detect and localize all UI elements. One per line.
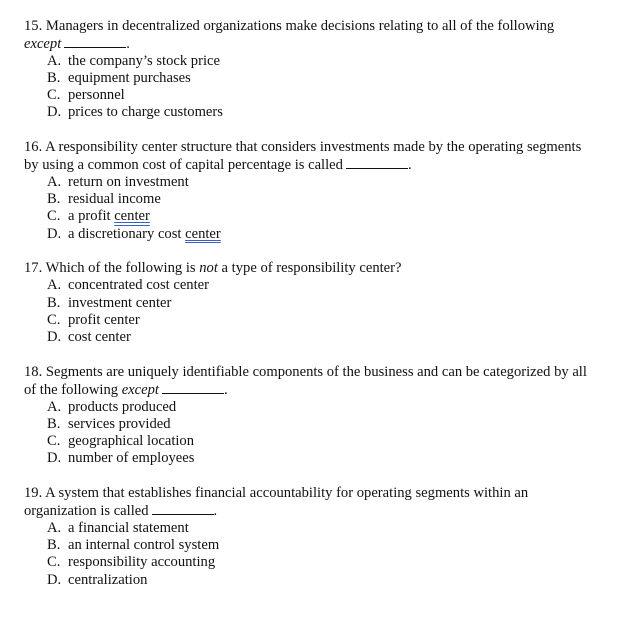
option-text: investment center xyxy=(68,294,172,311)
option-letter: A. xyxy=(47,173,62,190)
flagged-word[interactable]: center xyxy=(185,225,221,242)
option-letter: C. xyxy=(47,87,61,104)
period: . xyxy=(223,382,228,399)
option-letter: D. xyxy=(47,450,62,467)
answer-blank xyxy=(152,502,214,515)
option-text: geographical location xyxy=(68,433,195,450)
option-a xyxy=(24,53,624,70)
option-d xyxy=(24,572,624,589)
question-text-part: 17. Which of the following is xyxy=(24,260,200,277)
option-text: prices to charge customers xyxy=(68,104,223,121)
option-letter: A. xyxy=(47,519,62,536)
question-text xyxy=(24,260,624,277)
option-a xyxy=(24,520,624,537)
option-letter: D. xyxy=(47,329,62,346)
question-text-part: of the following xyxy=(24,382,122,399)
flagged-word[interactable]: center xyxy=(114,208,150,225)
option-c xyxy=(24,87,624,104)
option-c xyxy=(24,312,624,329)
option-letter: D. xyxy=(47,571,62,588)
option-text: responsibility accounting xyxy=(68,554,216,571)
emphasis-except: except xyxy=(121,382,159,399)
option-d xyxy=(24,450,624,467)
question-text-cont xyxy=(24,35,624,52)
option-d xyxy=(24,104,624,121)
option-text: a discretionary cost xyxy=(68,225,186,242)
period: . xyxy=(126,36,130,53)
question-text: 16. A responsibility center structure that considers investments made by the operating segments xyxy=(24,139,582,156)
period: . xyxy=(213,503,218,520)
option-d xyxy=(24,329,624,346)
question-15 xyxy=(24,18,624,122)
question-text: 18. Segments are uniquely identifiable components of the business and can be categorized by all xyxy=(24,363,587,380)
option-text: return on investment xyxy=(68,173,189,190)
option-text: products produced xyxy=(68,398,177,415)
option-text: profit center xyxy=(68,312,140,329)
option-a xyxy=(24,174,624,191)
option-text: residual income xyxy=(68,190,161,207)
option-letter: B. xyxy=(47,415,61,432)
question-text: 15. Managers in decentralized organizations make decisions relating to all of the following xyxy=(24,18,555,34)
option-a xyxy=(24,399,624,416)
question-19 xyxy=(24,485,624,589)
option-text: a profit xyxy=(68,208,115,225)
option-letter: D. xyxy=(47,225,62,242)
option-text: personnel xyxy=(68,87,125,104)
option-letter: C. xyxy=(47,208,61,225)
option-text: a financial statement xyxy=(68,519,189,536)
option-b xyxy=(24,70,624,87)
option-c xyxy=(24,433,624,450)
option-text: concentrated cost center xyxy=(68,277,209,294)
option-letter: A. xyxy=(47,52,62,69)
question-text-cont xyxy=(24,381,624,398)
emphasis-not: not xyxy=(199,260,218,277)
option-text: centralization xyxy=(68,571,148,588)
option-text: the company’s stock price xyxy=(68,52,220,69)
option-c xyxy=(24,554,624,571)
question-text-cont xyxy=(24,502,624,519)
option-d xyxy=(24,226,624,243)
question-18 xyxy=(24,364,624,468)
option-b xyxy=(24,416,624,433)
answer-blank xyxy=(162,381,224,394)
question-text-part: by using a common cost of capital percentage is called xyxy=(24,157,343,174)
option-b xyxy=(24,537,624,554)
option-letter: B. xyxy=(47,536,61,553)
option-letter: A. xyxy=(47,398,62,415)
option-a xyxy=(24,277,624,294)
option-text: cost center xyxy=(68,329,131,346)
option-text: an internal control system xyxy=(68,536,220,553)
option-letter: B. xyxy=(47,190,61,207)
answer-blank xyxy=(346,156,408,169)
option-letter: C. xyxy=(47,312,61,329)
quiz-document xyxy=(24,18,624,606)
option-text: number of employees xyxy=(68,450,195,467)
option-text: equipment purchases xyxy=(68,69,191,86)
option-letter: B. xyxy=(47,69,61,86)
emphasis-except: except xyxy=(24,36,62,53)
question-text-part: organization is called xyxy=(24,503,149,520)
option-letter: A. xyxy=(47,277,62,294)
option-c xyxy=(24,208,624,225)
option-text: services provided xyxy=(68,415,171,432)
option-letter: C. xyxy=(47,554,61,571)
period: . xyxy=(407,157,412,174)
option-letter: C. xyxy=(47,433,61,450)
option-letter: B. xyxy=(47,294,61,311)
question-text: 19. A system that establishes financial accountability for operating segments within an xyxy=(24,485,529,502)
question-17 xyxy=(24,260,624,346)
option-b xyxy=(24,295,624,312)
option-letter: D. xyxy=(47,104,62,121)
option-b xyxy=(24,191,624,208)
question-16 xyxy=(24,139,624,243)
answer-blank xyxy=(64,35,126,48)
question-text-cont xyxy=(24,156,624,173)
question-text-part: a type of responsibility center? xyxy=(217,260,402,277)
